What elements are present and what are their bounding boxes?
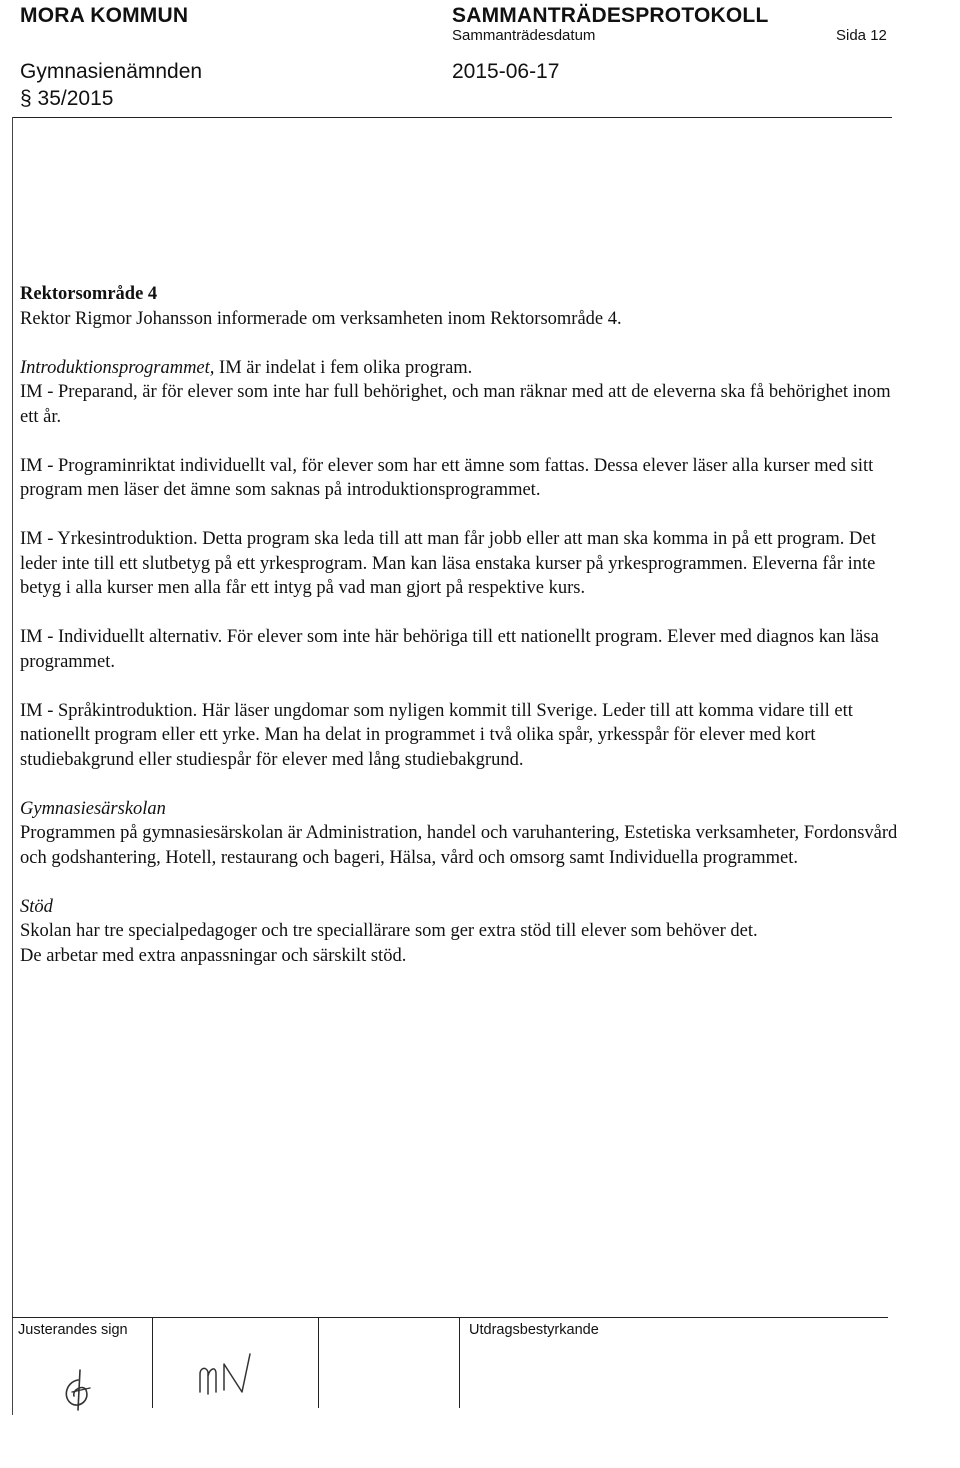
stod-line-2: De arbetar med extra anpassningar och särskilt stöd. bbox=[20, 945, 407, 966]
signature-initials-2 bbox=[196, 1352, 256, 1408]
stod-heading: Stöd bbox=[20, 896, 53, 917]
left-margin-line bbox=[12, 117, 13, 1415]
im-heading: Introduktionsprogrammet, bbox=[20, 357, 215, 378]
meeting-date: 2015-06-17 bbox=[452, 60, 560, 83]
section-title: Rektorsområde 4 bbox=[20, 284, 158, 304]
board-name: Gymnasienämnden bbox=[20, 60, 203, 83]
document-title: SAMMANTRÄDESPROTOKOLL bbox=[452, 4, 769, 27]
footer-divider bbox=[12, 1317, 888, 1318]
sign-label: Justerandes sign bbox=[18, 1322, 128, 1338]
page-number: Sida 12 bbox=[836, 27, 887, 44]
signature-initials-1 bbox=[50, 1366, 110, 1414]
yrkesintroduktion-paragraph: IM - Yrkesintroduktion. Detta program ska leda till att man får jobb eller att man ska komma in på ett program. Det leder inte till ett slutbetyg på ett yrkesprogram. Man kan läsa enstaka kurser på yrkesprogrammen. Eleverna får inte betyg i alla kurser men alla får ett intyg på vad man gjort på respektive kurs. bbox=[20, 529, 876, 598]
header-divider bbox=[12, 117, 892, 118]
paragraph-number: § 35/2015 bbox=[20, 87, 114, 110]
minutes-body bbox=[20, 282, 900, 968]
certify-label: Utdragsbestyrkande bbox=[469, 1322, 599, 1338]
programinriktat-paragraph: IM - Programinriktat individuellt val, för elever som har ett ämne som fattas. Dessa elever läser alla kurser med sitt program men läser det ämne som saknas på introduktionsprogrammet. bbox=[20, 455, 874, 500]
signature-box-divider bbox=[318, 1318, 319, 1408]
im-intro-paragraph bbox=[20, 356, 900, 381]
sprakintroduktion-paragraph: IM - Språkintroduktion. Här läser ungdomar som nyligen kommit till Sverige. Leder till att komma vidare till ett nationellt program eller ett yrke. Man ha delat in programmet i två olika spår, yrkesspår för elever med kort studiebakgrund eller studiespår för elever med lång studiebakgrund. bbox=[20, 700, 853, 770]
sarskola-paragraph: Programmen på gymnasiesärskolan är Administration, handel och varuhantering, Estetiska verksamheter, Fordonsvård och godshantering, Hotell, restaurang och bageri, Hälsa, vård och omsorg samt Individuella programmet. bbox=[20, 823, 898, 868]
intro-paragraph: Rektor Rigmor Johansson informerade om verksamheten inom Rektorsområde 4. bbox=[20, 308, 622, 329]
sarskola-heading: Gymnasiesärskolan bbox=[20, 798, 166, 819]
preparand-paragraph: IM - Preparand, är för elever som inte har full behörighet, och man räknar med att de eleverna ska få behörighet inom ett år. bbox=[20, 382, 891, 427]
im-intro-text: IM är indelat i fem olika program. bbox=[214, 357, 473, 378]
organization-name: MORA KOMMUN bbox=[20, 4, 189, 27]
signature-box-divider bbox=[459, 1318, 460, 1408]
signature-box-divider bbox=[152, 1318, 153, 1408]
individuellt-paragraph: IM - Individuellt alternativ. För elever som inte här behöriga till ett nationellt program. Elever med diagnos kan läsa programmet. bbox=[20, 627, 879, 672]
meeting-date-label: Sammanträdesdatum bbox=[452, 27, 596, 44]
stod-line-1: Skolan har tre specialpedagoger och tre speciallärare som ger extra stöd till elever som behöver det. bbox=[20, 921, 758, 941]
